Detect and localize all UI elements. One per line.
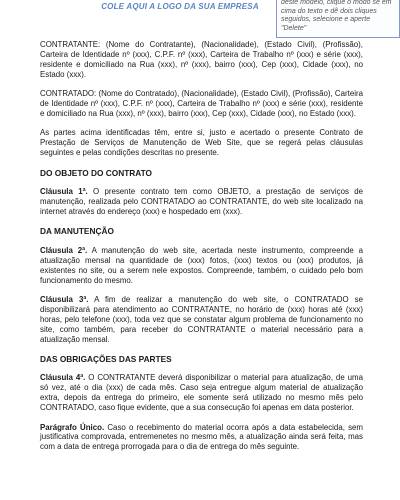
clause-label: Cláusula 4ª. (40, 373, 86, 383)
clause-label: Cláusula 1ª. (40, 187, 88, 197)
clause-label: Cláusula 2ª. (40, 245, 88, 255)
contratante-paragraph: CONTRATANTE: (Nome do Contratante), (Nacionalidade), (Estado Civil), (Profissão), Carteira de Identidade nº (xxx), C.P.F. nº (xxx), Carteira de Trabalho nº (xxx) e série (xxx), residente e domiciliado na Rua (xxx), nº (xxx), bairro (xxx), Cep (xxx), Cidade (xxx), no Estado (xxx). (40, 40, 363, 79)
clause-text: O presente contrato tem como OBJETO, a prestação de serviços de manutenção, realizada pelo CONTRATADO ao CONTRATANTE, do web site localizado na internet através do endereço (xxx) e hospedado em (xxx). (40, 187, 363, 216)
section-title-obrigacoes: DAS OBRIGAÇÕES DAS PARTES (40, 353, 172, 364)
clause-4 (40, 373, 363, 413)
clause-text: O CONTRATANTE deverá disponibilizar o material para atualização, de uma só vez, até o dia (xxx) de cada mês. Caso seja entregue algum material de atualização extra, depois da entrega do primeiro, ele somente será utilizado no mesmo mês pelo CONTRATADO, caso fique evidente, que a sua consecução foi apenas em data posterior. (40, 373, 363, 413)
clause-label: Parágrafo Único. (40, 422, 105, 432)
clause-1 (40, 187, 363, 217)
clause-text: Caso o recebimento do material ocorra após a data estabelecida, sem justificativa comprovada, entremenetes no mesmo mês, a atualização ainda será feita, mas com a data de entrega prorrogada para o dia de entrega do mês seguinte. (40, 422, 364, 452)
section-title-objeto: DO OBJETO DO CONTRATO (40, 167, 153, 178)
clause-label: Cláusula 3ª. (40, 294, 89, 304)
section-title-manutencao: DA MANUTENÇÃO (40, 226, 114, 237)
instruction-comment-box: deste modelo, clique o modo se em cima do texto e dê dois cliques seguidos, selecione e aperte "Delete" (276, 0, 400, 38)
clause-text: A fim de realizar a manutenção do web site, o CONTRATADO se disponibilizará para atendimento ao CONTRATANTE, no horário de (xxx) horas até (xxx) horas, pelo telefone (xxx), toda vez que se constatar algum problema de funcionamento no site, como também, para receber do CONTRATANTE o material necessário para a atualização mensal. (40, 294, 363, 344)
logo-placeholder-text: COLE AQUI A LOGO DA SUA EMPRESA (101, 1, 259, 11)
paragrafo-unico (40, 423, 363, 453)
clause-3 (40, 295, 363, 345)
clause-text: A manutenção do web site, acertada neste instrumento, compreende a atualização mensal na quantidade de (xxx) fotos, (xxx) textos ou (xxx) produtos, já existentes no site, ou a serem nele expostos. Compreende, também, o cuidado pelo bom funcionamento do mesmo. (40, 245, 363, 285)
intro-paragraph: As partes acima identificadas têm, entre si, justo e acertado o presente Contrato de Prestação de Serviços de Manutenção de Web Site, que se regerá pelas cláusulas seguintes e pelas condições descritas no presente. (40, 128, 363, 158)
clause-2 (40, 246, 363, 286)
contract-body (40, 40, 363, 452)
contratado-paragraph: CONTRATADO: (Nome do Contratado), (Nacionalidade), (Estado Civil), (Profissão), Carteira de Identidade nº (xxx), C.P.F. nº (xxx), Carteira de Trabalho nº (xxx) e série (xxx), residente e domiciliado na Rua (xxx), nº (xxx), bairro (xxx), Cep (xxx), Cidade (xxx), no Estado (xxx). (40, 89, 363, 118)
